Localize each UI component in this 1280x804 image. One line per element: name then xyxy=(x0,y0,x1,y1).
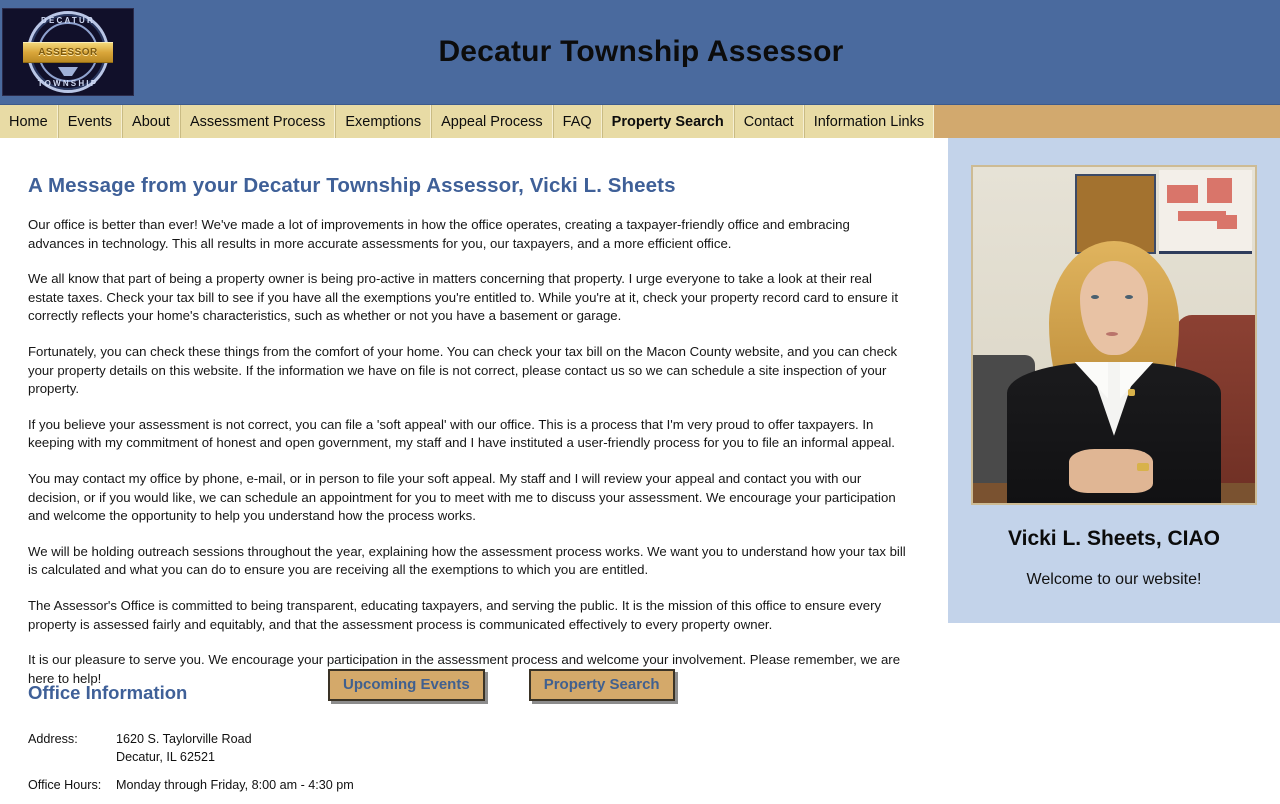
photo-eye-left xyxy=(1091,295,1099,299)
paragraph: We will be holding outreach sessions throughout the year, explaining how the assessment process works. We want you to understand how your tax bill is calculated and what you can do to ensure you are receiving all the exemptions to which you are entitled. xyxy=(28,543,906,578)
main-content xyxy=(0,138,948,705)
paragraph: If you believe your assessment is not correct, you can file a 'soft appeal' with our office. This is a process that I'm very proud to offer taxpayers. In keeping with my commitment of honest and open government, my staff and I have instituted a user-friendly process for you to file an informal appeal. xyxy=(28,416,895,451)
seal-banner-text: ASSESSOR xyxy=(38,47,98,58)
site-logo[interactable] xyxy=(2,8,134,96)
main-navigation xyxy=(0,104,1280,138)
site-title: Decatur Township Assessor xyxy=(438,35,844,68)
site-header xyxy=(0,0,1280,104)
info-value-line2: Decatur, IL 62521 xyxy=(116,750,215,764)
info-value-line1: 1620 S. Taylorville Road xyxy=(116,732,252,746)
office-information-section xyxy=(0,660,948,804)
info-label: Address: xyxy=(28,732,78,746)
info-value xyxy=(116,730,354,776)
assessor-photo xyxy=(971,165,1257,505)
photo-mouth xyxy=(1106,332,1118,336)
nav-item-appeal-process[interactable]: Appeal Process xyxy=(431,105,553,138)
nav-item-home[interactable]: Home xyxy=(0,105,58,138)
welcome-message: Welcome to our website! xyxy=(1026,571,1202,588)
quick-links xyxy=(328,660,675,701)
paragraph: Our office is better than ever! We've made a lot of improvements in how the office operates, creating a taxpayer-friendly office and embracing advances in technology. This all results in more accurate assessments for you, our taxpayers, and a more efficient office. xyxy=(28,217,850,251)
nav-item-contact[interactable]: Contact xyxy=(734,105,804,138)
info-label: Office Hours: xyxy=(28,778,102,792)
paragraph: You may contact my office by phone, e-mail, or in person to file your soft appeal. My staff and I will review your appeal and contact you with our decision, or if you would like, we can schedule an appointment for you to meet with me to discuss your assessment. We encourage your participation and welcome the opportunity to help you understand how the process works. xyxy=(28,470,896,524)
photo-watch xyxy=(1137,463,1149,471)
nav-item-information-links[interactable]: Information Links xyxy=(804,105,934,138)
sidebar xyxy=(948,138,1280,623)
property-search-button[interactable]: Property Search xyxy=(529,669,675,701)
message-body xyxy=(28,216,920,688)
photo-hands xyxy=(1069,449,1154,493)
nav-item-assessment-process[interactable]: Assessment Process xyxy=(180,105,335,138)
office-information-title: Office Information xyxy=(28,682,188,703)
seal-banner xyxy=(23,42,113,63)
assessor-name: Vicki L. Sheets, CIAO xyxy=(1007,527,1221,550)
office-details-table xyxy=(28,730,354,804)
nav-item-exemptions[interactable]: Exemptions xyxy=(335,105,431,138)
nav-item-faq[interactable]: FAQ xyxy=(553,105,602,138)
paragraph: The Assessor's Office is committed to being transparent, educating taxpayers, and serving the public. It is the mission of this office to ensure every property is assessed fairly and equitably, and that the assessment process is communicated effectively to every property owner. xyxy=(28,597,882,632)
nav-item-about[interactable]: About xyxy=(122,105,180,138)
upcoming-events-button[interactable]: Upcoming Events xyxy=(328,669,485,701)
info-value-line1: Monday through Friday, 8:00 am - 4:30 pm xyxy=(116,778,354,792)
nav-item-events[interactable]: Events xyxy=(58,105,122,138)
nav-item-property-search[interactable]: Property Search xyxy=(602,105,734,138)
assessor-seal-icon xyxy=(27,11,109,93)
photo-wall-map xyxy=(1159,170,1252,254)
paragraph: It is our pleasure to serve you. We encourage your participation in the assessment process and welcome your involvement. Please remember, we are here to help! xyxy=(28,652,901,686)
seal-top-text: DECATUR xyxy=(41,16,95,25)
page-title: A Message from your Decatur Township Assessor, Vicki L. Sheets xyxy=(28,174,676,197)
photo-eye-right xyxy=(1125,295,1133,299)
paragraph: We all know that part of being a property owner is being pro-active in matters concerning that property. I urge everyone to take a look at their real estate taxes. Check your tax bill to see if you have all the exemptions you're entitled to. While you're at it, check your property record card to ensure it correctly reflects your home's characteristics, such as whether or not you have a basement or garage. xyxy=(28,271,898,324)
seal-bottom-text: TOWNSHIP xyxy=(37,79,99,88)
photo-lapel-pin xyxy=(1128,389,1135,396)
paragraph: Fortunately, you can check these things from the comfort of your home. You can check your tax bill on the Macon County website, and you can check your property details on this website. If the information we have on file is not correct, please contact us so we can schedule a site inspection of your property. xyxy=(28,343,898,397)
table-row xyxy=(28,730,354,776)
